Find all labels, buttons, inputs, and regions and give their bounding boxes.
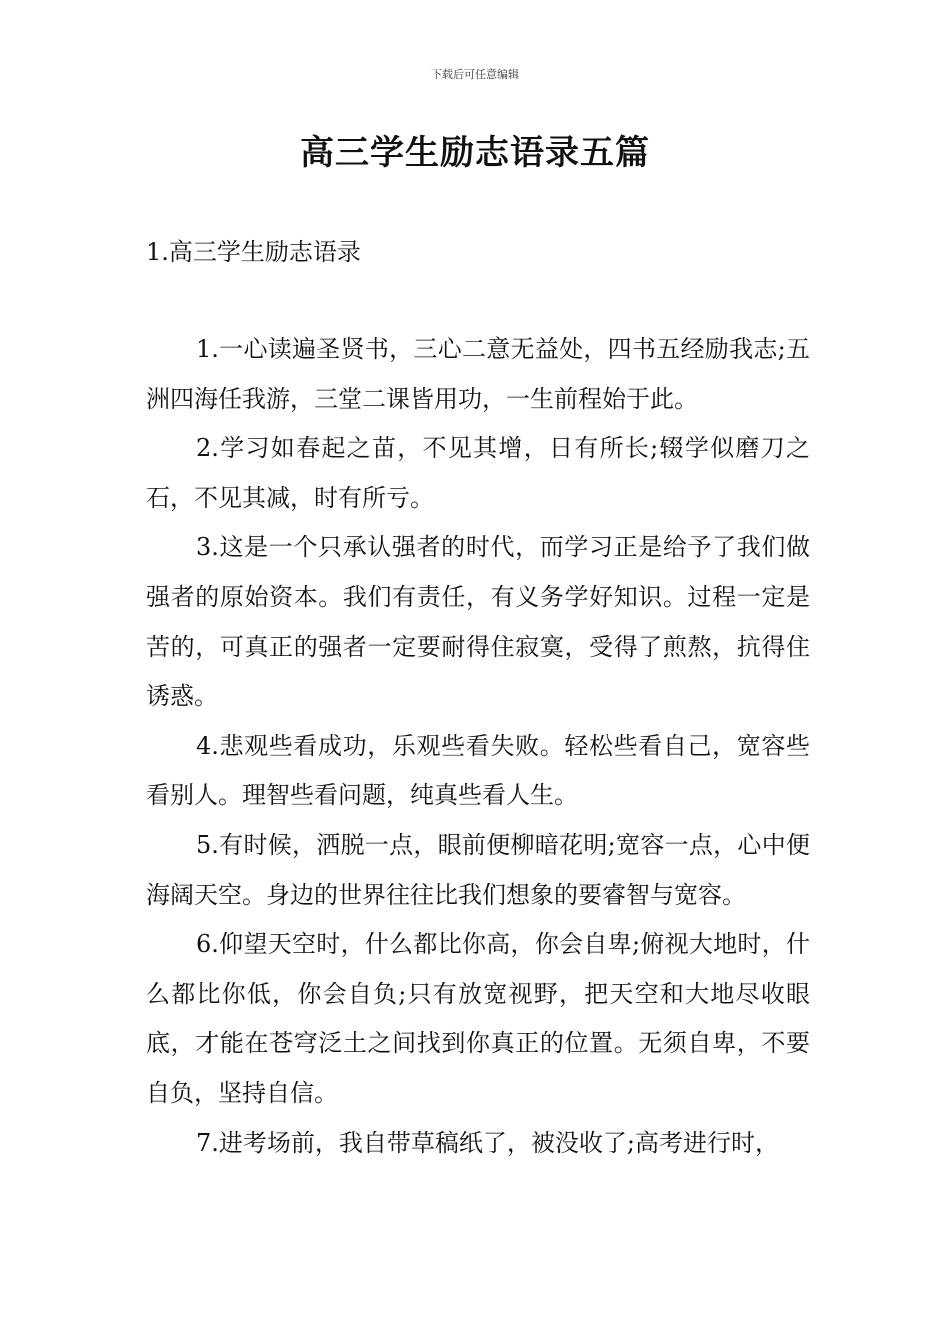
quote-paragraph-7: 7.进考场前，我自带草稿纸了，被没收了;高考进行时， — [196, 1128, 779, 1157]
section-heading: 1.高三学生励志语录 — [146, 238, 361, 266]
quote-paragraph-2: 2.学习如春起之苗，不见其增，日有所长;辍学似磨刀之石，不见其减，时有所亏。 — [146, 434, 810, 512]
quote-paragraph-3: 3.这是一个只承认强者的时代，而学习正是给予了我们做强者的原始资本。我们有责任，有义务学好知识。过程一定是苦的，可真正的强者一定要耐得住寂寞，受得了煎熬，抗得住诱惑。 — [146, 533, 810, 711]
quote-paragraph-5: 5.有时候，洒脱一点，眼前便柳暗花明;宽容一点，心中便海阔天空。身边的世界往往比我们想象的要睿智与宽容。 — [146, 830, 810, 909]
quote-paragraph-4: 4.悲观些看成功，乐观些看失败。轻松些看自己，宽容些看别人。理智些看问题，纯真些看人生。 — [146, 731, 810, 810]
quote-paragraph-6: 6.仰望天空时，什么都比你高，你会自卑;俯视大地时，什么都比你低，你会自负;只有放宽视野，把天空和大地尽收眼底，才能在苍穹泛土之间找到你真正的位置。无须自卑，不要自负，坚持自信。 — [146, 930, 810, 1107]
section-body — [146, 325, 810, 1168]
header-note: 下载后可任意编辑 — [431, 68, 519, 81]
quote-paragraph-1: 1.一心读遍圣贤书，三心二意无益处，四书五经励我志;五洲四海任我游，三堂二课皆用功，一生前程始于此。 — [146, 335, 810, 413]
document-title: 高三学生励志语录五篇 — [300, 133, 650, 173]
